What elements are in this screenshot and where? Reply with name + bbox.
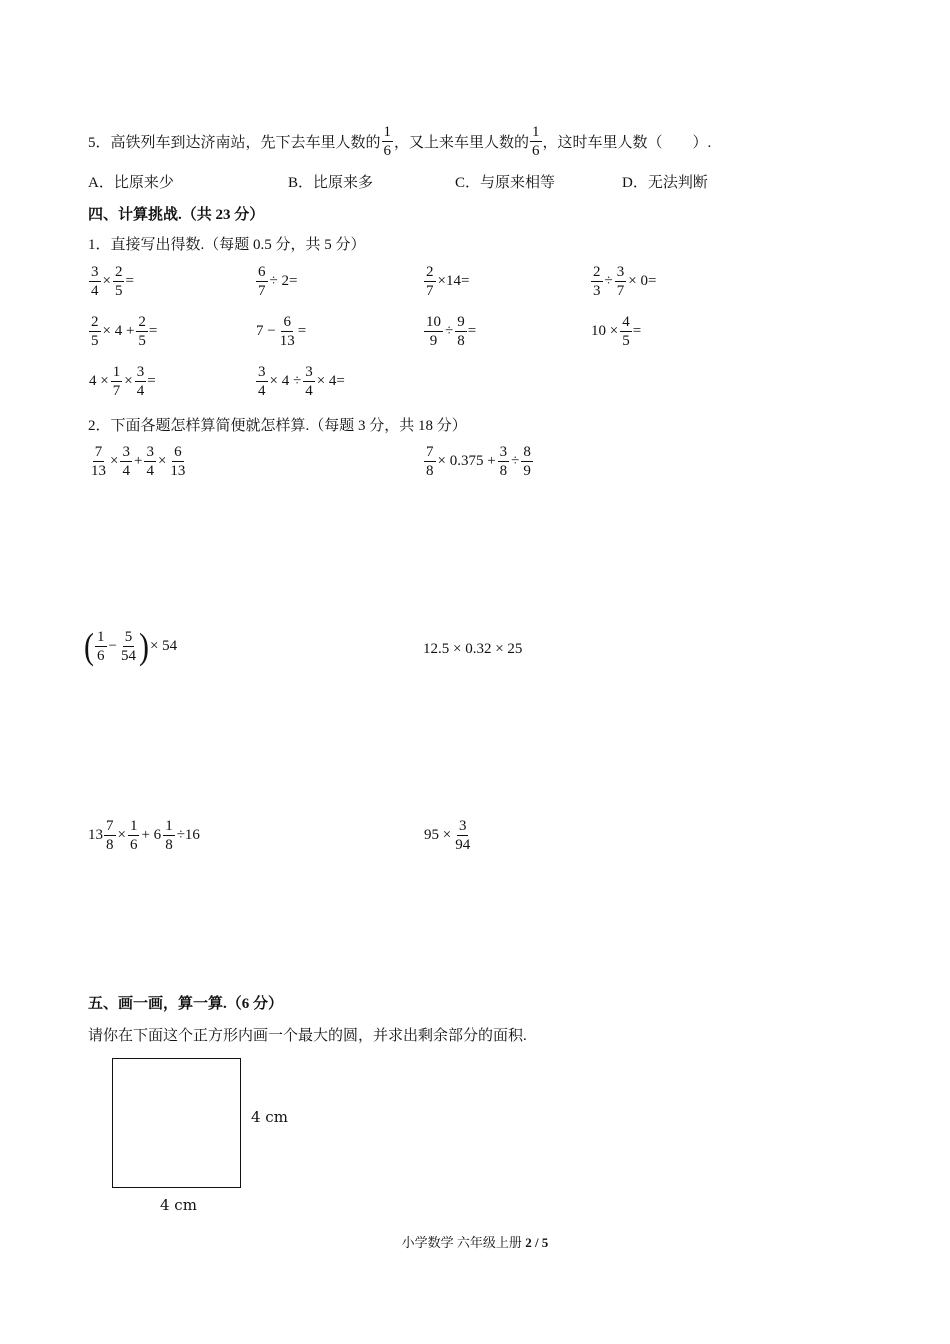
question-5-text-2: ，又上来车里人数的 [394, 135, 530, 151]
oral-expr: 10 × $\frac{4}{5}$ = [591, 314, 642, 349]
page-footer [0, 1232, 950, 1251]
section-4-sub-1: 1．直接写出得数.（每题 0.5 分，共 5 分） [88, 237, 366, 253]
option-b: B．比原来多 [288, 175, 374, 191]
oral-expr: $\frac{2}{3}$ ÷ $\frac{3}{7}$ × 0= [593, 264, 657, 299]
square-figure [112, 1058, 241, 1188]
simplify-expr: 13 $\frac{7}{8}$ × $\frac{1}{6}$ + 6 $\frac{1}{8}$ ÷16 [88, 818, 200, 853]
simplify-expr: $\frac{7}{8}$ × 0.375 + $\frac{3}{8}$ ÷ $\frac{8}{9}$ [426, 444, 531, 479]
simplify-expr: ( $\frac{1}{6}$ − $\frac{5}{54}$ ) × 54 [84, 625, 178, 667]
option-d: D．无法判断 [622, 175, 708, 191]
oral-expr: $\frac{10}{9}$ ÷ $\frac{9}{8}$ = [426, 314, 477, 349]
simplify-expr: $\frac{7}{13}$ × $\frac{3}{4}$ + $\frac{3}{4}$ × $\frac{6}{13}$ [91, 444, 186, 479]
question-5-text-1: 5．高铁列车到达济南站，先下去车里人数的 [88, 135, 381, 151]
option-a: A．比原来少 [88, 175, 174, 191]
page-number: 2 / 5 [525, 1235, 549, 1250]
section-5-description: 请你在下面这个正方形内画一个最大的圆，并求出剩余部分的面积. [88, 1028, 527, 1044]
oral-expr: $\frac{2}{7}$ ×14= [426, 264, 470, 299]
oral-expr: $\frac{3}{4}$ × 4 ÷ $\frac{3}{4}$ × 4= [258, 364, 345, 399]
fraction: $\frac{1}{6}$ [532, 124, 540, 159]
oral-expr: 4 × $\frac{1}{7}$ × $\frac{3}{4}$ = [89, 364, 156, 399]
section-4-title: 四、计算挑战.（共 23 分） [88, 207, 265, 223]
question-5-text-3: ，这时车里人数（ ）. [542, 135, 712, 151]
footer-text: 小学数学 六年级上册 [401, 1235, 526, 1250]
oral-expr: 7 − $\frac{6}{13}$ = [256, 314, 307, 349]
oral-expr: $\frac{6}{7}$ ÷ 2= [258, 264, 298, 299]
question-5 [88, 124, 711, 159]
fraction: $\frac{1}{6}$ [383, 124, 392, 159]
right-paren: ) [138, 625, 149, 667]
section-5-title: 五、画一画，算一算.（6 分） [88, 996, 284, 1012]
left-paren: ( [84, 625, 94, 667]
side-length-label: 4 cm [251, 1108, 288, 1126]
bottom-length-label: 4 cm [160, 1196, 197, 1214]
oral-expr: $\frac{3}{4}$ × $\frac{2}{5}$ = [91, 264, 134, 299]
oral-expr: $\frac{2}{5}$ × 4 + $\frac{2}{5}$ = [91, 314, 158, 349]
section-4-sub-2: 2．下面各题怎样算简便就怎样算.（每题 3 分，共 18 分） [88, 418, 467, 434]
option-c: C．与原来相等 [455, 175, 556, 191]
simplify-expr: 12.5 × 0.32 × 25 [423, 641, 523, 657]
simplify-expr: 95 × $\frac{3}{94}$ [424, 818, 471, 853]
